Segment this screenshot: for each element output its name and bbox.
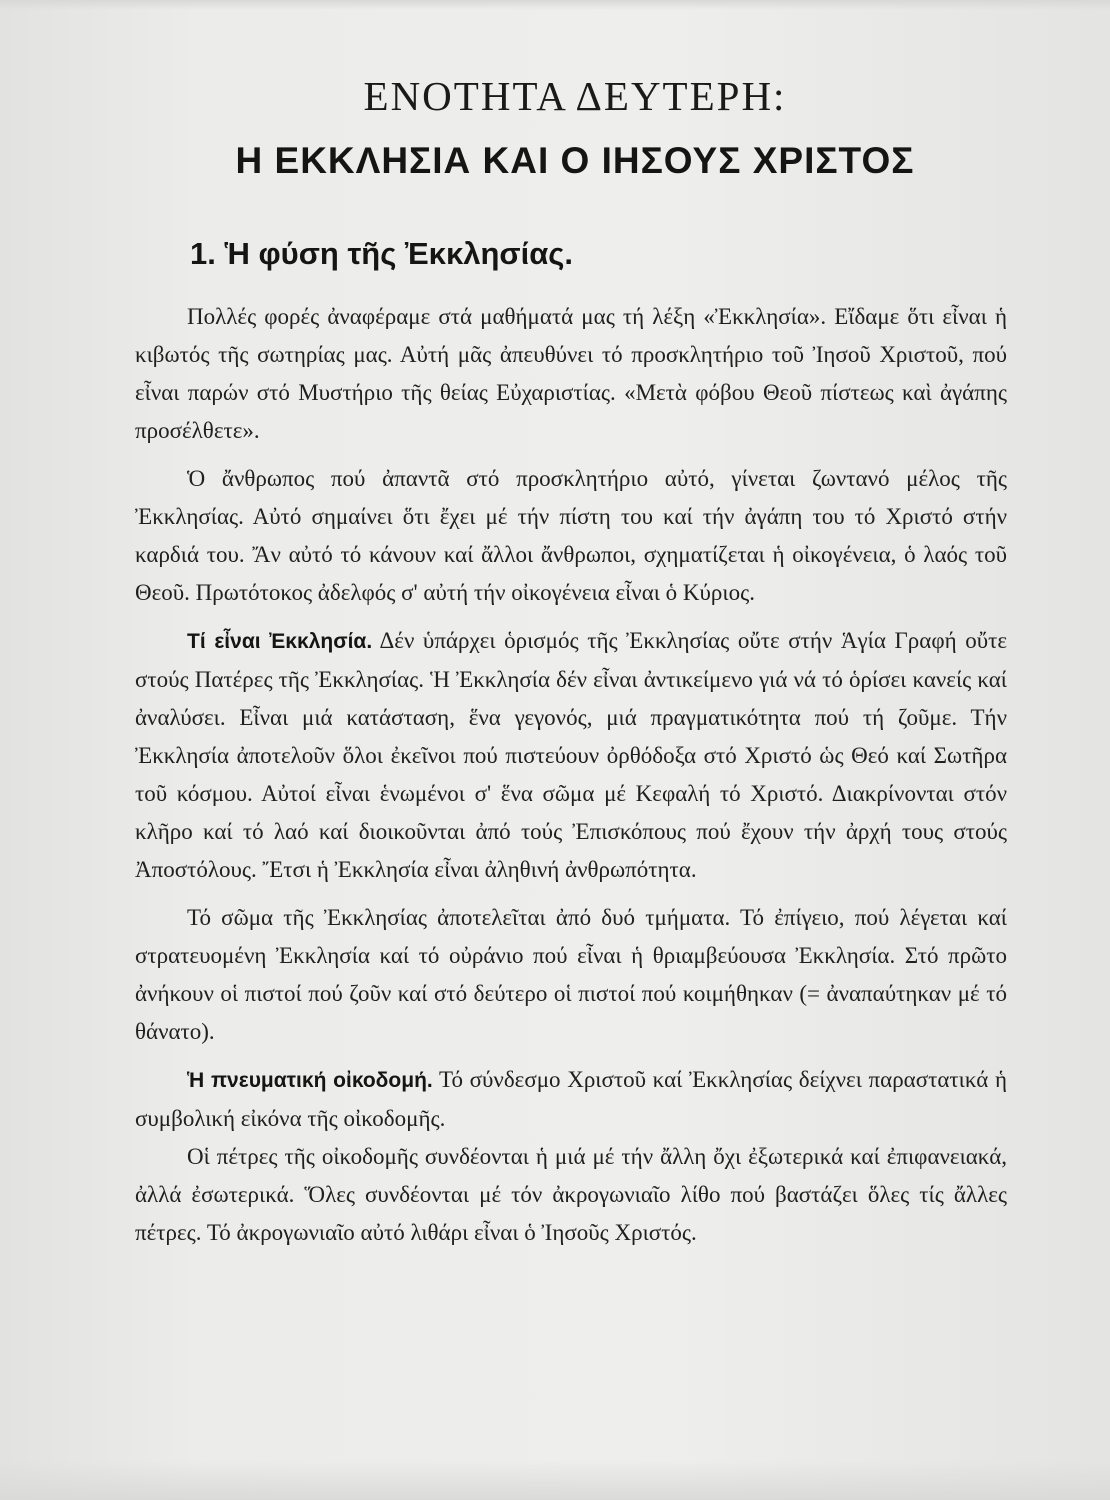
section-title: Η ΕΚΚΛΗΣΙΑ ΚΑΙ Ο ΙΗΣΟΥΣ ΧΡΙΣΤΟΣ	[235, 140, 915, 181]
run-in-heading: Τί εἶναι Ἐκκλησία.	[187, 630, 373, 653]
paragraph-invitation	[135, 298, 1007, 450]
body-text	[135, 298, 1007, 1262]
paragraph-cornerstone	[135, 1138, 1007, 1252]
paragraph-living-member	[135, 460, 1007, 612]
paragraph-text: Πολλές φορές ἀναφέραμε στά μαθήματά μας τή λέξη «Ἐκκλησία». Εἴδαμε ὅτι εἶναι ἡ κιβωτός τῆς σωτηρίας μας. Αὐτή μᾶς ἀπευθύνει τό προσκλητήριο τοῦ Ἰησοῦ Χριστοῦ, πού εἶναι παρών στό Μυστήριο τῆς θείας Εὐχαριστίας. «Μετὰ φόβου Θεοῦ πίστεως καὶ ἀγάπης προσέλθετε».	[135, 304, 1007, 443]
paragraph-text: Δέν ὑπάρχει ὁρισμός τῆς Ἐκκλησίας οὔτε στήν Ἁγία Γραφή οὔτε στούς Πατέρες τῆς Ἐκκλησίας. Ἡ Ἐκκλησία δέν εἶναι ἀντικείμενο γιά νά τό ὁρίσει κανείς καί ἀναλύσει. Εἶναι μιά κατάσταση, ἕνα γεγονός, μιά πραγματικότητα πού τή ζοῦμε. Τήν Ἐκκλησία ἀποτελοῦν ὅλοι ἐκεῖνοι πού πιστεύουν ὀρθόδοξα στό Χριστό ὡς Θεό καί Σωτῆρα τοῦ κόσμου. Αὐτοί εἶναι ἑνωμένοι σ' ἕνα σῶμα μέ Κεφαλή τό Χριστό. Διακρίνονται στόν κλῆρο καί τό λαό καί διοικοῦνται ἀπό τούς Ἐπισκόπους πού ἔχουν τήν ἀρχή τους στούς Ἀποστόλους. Ἔτσι ἡ Ἐκκλησία εἶναι ἀληθινή ἀνθρωπότητα.	[135, 628, 1008, 882]
chapter-heading: 1. Ἡ φύση τῆς Ἐκκλησίας.	[190, 236, 574, 271]
paragraph-text: Οἱ πέτρες τῆς οἰκοδομῆς συνδέονται ἡ μιά μέ τήν ἄλλη ὄχι ἐξωτερικά καί ἐπιφανειακά, ἀλλά ἐσωτερικά. Ὅλες συνδέονται μέ τόν ἀκρογωνιαῖο λίθο πού βαστάζει ὅλες τίς ἄλλες πέτρες. Τό ἀκρογωνιαῖο αὐτό λιθάρι εἶναι ὁ Ἰησοῦς Χριστός.	[135, 1144, 1007, 1245]
page-bottom-edge	[0, 1460, 1110, 1500]
run-in-heading: Ἡ πνευματική οἰκοδομή.	[187, 1069, 433, 1092]
paragraph-what-is-church	[135, 622, 1007, 889]
paragraph-text: Ὁ ἄνθρωπος πού ἀπαντᾶ στό προσκλητήριο αὐτό, γίνεται ζωντανό μέλος τῆς Ἐκκλησίας. Αὐτό σημαίνει ὅτι ἔχει μέ τήν πίστη του καί τήν ἀγάπη του τό Χριστό στήν καρδιά του. Ἄν αὐτό τό κάνουν καί ἄλλοι ἄνθρωποι, σχηματίζεται ἡ οἰκογένεια, ὁ λαός τοῦ Θεοῦ. Πρωτότοκος ἀδελφός σ' αὐτή τήν οἰκογένεια εἶναι ὁ Κύριος.	[135, 466, 1007, 605]
paragraph-text: Τό σῶμα τῆς Ἐκκλησίας ἀποτελεῖται ἀπό δυό τμήματα. Τό ἐπίγειο, πού λέγεται καί στρατευομένη Ἐκκλησία καί τό οὐράνιο πού εἶναι ἡ θριαμβεύουσα Ἐκκλησία. Στό πρῶτο ἀνήκουν οἱ πιστοί πού ζοῦν καί στό δεύτερο οἱ πιστοί πού κοιμήθηκαν (= ἀναπαύτηκαν μέ τό θάνατο).	[135, 905, 1007, 1044]
paragraph-two-parts	[135, 899, 1007, 1051]
paragraph-spiritual-building	[135, 1061, 1007, 1138]
page-top-edge	[0, 0, 1110, 10]
paragraph-text: Τό σύνδεσμο Χριστοῦ καί Ἐκκλησίας δείχνει παραστατικά ἡ συμβολική εἰκόνα τῆς οἰκοδομῆς.	[135, 1067, 1007, 1131]
section-label: ΕΝΟΤΗΤΑ ΔΕΥΤΕΡΗ:	[363, 73, 787, 119]
